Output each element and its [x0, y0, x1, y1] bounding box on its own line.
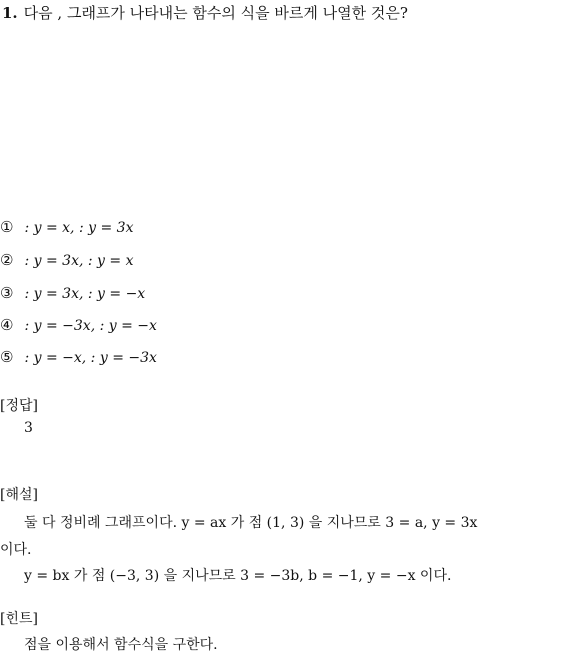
- choice-2-text: : y = 3x, : y = x: [24, 253, 134, 269]
- hint-title: [힌트]: [0, 611, 38, 627]
- choice-2[interactable]: [0, 251, 133, 269]
- question-number: 1.: [2, 4, 18, 22]
- answer-value: 3: [24, 420, 33, 436]
- graph-placeholder: [20, 30, 220, 210]
- choice-5-mark: ⑤: [0, 348, 14, 366]
- choice-4[interactable]: [0, 316, 157, 334]
- explanation-line-1: 둘 다 정비례 그래프이다. y = ax 가 점 (1, 3) 을 지나므로 3 = a, y = 3x: [24, 515, 478, 531]
- question-text: 다음 , 그래프가 나타내는 함수의 식을 바르게 나열한 것은?: [23, 4, 408, 22]
- choice-4-text: : y = −3x, : y = −x: [24, 318, 157, 334]
- choice-5[interactable]: [0, 348, 157, 366]
- choice-4-mark: ④: [0, 316, 14, 334]
- choice-5-text: : y = −x, : y = −3x: [24, 350, 157, 366]
- choice-3-text: : y = 3x, : y = −x: [24, 286, 146, 302]
- choice-1-mark: ①: [0, 218, 14, 236]
- hint-text: 점을 이용해서 함수식을 구한다.: [24, 637, 218, 653]
- question-header: [2, 2, 408, 23]
- choice-3[interactable]: [0, 284, 145, 302]
- answer-title: [정답]: [0, 398, 38, 414]
- choice-1-text: : y = x, : y = 3x: [24, 220, 134, 236]
- explanation-line-2: 이다.: [0, 542, 32, 558]
- explanation-title: [해설]: [0, 487, 38, 503]
- explanation-line-3: y = bx 가 점 (−3, 3) 을 지나므로 3 = −3b, b = −1, y = −x 이다.: [24, 568, 452, 584]
- choice-3-mark: ③: [0, 284, 14, 302]
- choice-2-mark: ②: [0, 251, 14, 269]
- choice-1[interactable]: [0, 218, 133, 236]
